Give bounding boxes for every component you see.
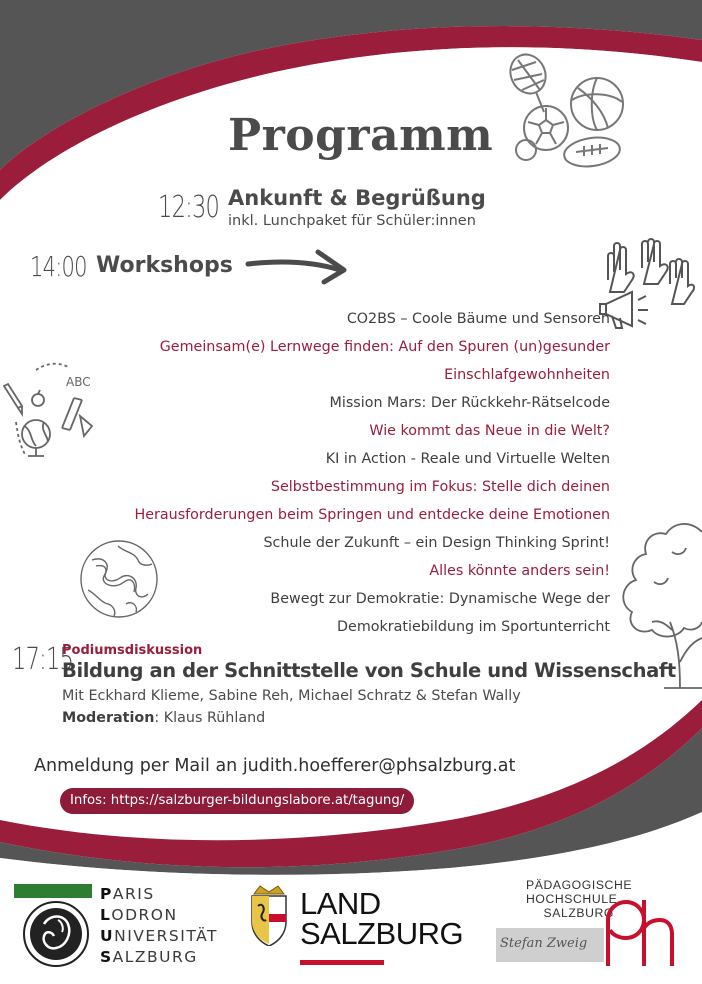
page-title: Programm xyxy=(228,110,494,161)
workshop-line: Einschlafgewohnheiten xyxy=(444,367,610,383)
podium-label: Podiumsdiskussion xyxy=(62,643,203,658)
plus-university-name xyxy=(100,884,218,968)
workshop-item xyxy=(0,557,610,585)
plus-line xyxy=(100,905,218,926)
workshop-line: KI in Action - Reale und Virtuelle Welten xyxy=(325,451,610,467)
workshop-line: Selbstbestimmung im Fokus: Stelle dich deinen xyxy=(270,479,610,495)
infos-link[interactable]: Infos: https://salzburger-bildungslabore.at/tagung/ xyxy=(60,788,414,814)
arrow-icon xyxy=(244,246,354,286)
plus-line xyxy=(100,884,218,905)
podium-title: Bildung an der Schnittstelle von Schule und Wissenschaft xyxy=(62,659,676,682)
plus-rest: ALZBURG xyxy=(112,948,198,966)
workshop-item xyxy=(0,417,610,445)
plus-university-logo xyxy=(14,884,98,968)
ph-line3: SALZBURG xyxy=(543,906,614,920)
land-salzburg-crest-icon xyxy=(248,884,290,946)
plus-line xyxy=(100,947,218,968)
arrival-time: 12:30 xyxy=(158,190,220,225)
land-line2: SALZBURG xyxy=(300,916,464,951)
workshop-line: Alles könnte anders sein! xyxy=(429,563,610,579)
workshop-line: Wie kommt das Neue in die Welt? xyxy=(369,423,610,439)
workshop-list xyxy=(0,305,610,641)
workshop-item xyxy=(0,473,610,529)
ph-line2: HOCHSCHULE xyxy=(526,892,618,906)
moderation-label: Moderation xyxy=(62,710,155,726)
workshop-line: Demokratiebildung im Sportunterricht xyxy=(337,619,610,635)
raised-hands-megaphone-icon xyxy=(598,234,698,330)
ph-line1: PÄDAGOGISCHE xyxy=(526,878,633,892)
workshop-item xyxy=(0,305,610,333)
workshops-time: 14:00 xyxy=(30,250,87,283)
plus-initial: S xyxy=(100,948,113,966)
workshop-item xyxy=(0,529,610,557)
svg-text:ABC: ABC xyxy=(66,375,91,389)
land-line1: LAND xyxy=(300,886,381,921)
workshops-title: Workshops xyxy=(96,253,233,278)
workshop-line: Mission Mars: Der Rückkehr-Rätselcode xyxy=(329,395,610,411)
plus-initial: P xyxy=(100,885,113,903)
podium-moderation xyxy=(62,710,265,726)
podium-participants: Mit Eckhard Klieme, Sabine Reh, Michael Schratz & Stefan Wally xyxy=(62,688,521,704)
workshop-item xyxy=(0,445,610,473)
plus-initial: U xyxy=(100,927,115,945)
ph-signature: Stefan Zweig xyxy=(500,936,588,951)
workshop-line: Herausforderungen beim Springen und entdecke deine Emotionen xyxy=(134,507,610,523)
ph-logo-mark-icon xyxy=(602,896,676,968)
plus-rest: ARIS xyxy=(112,885,155,903)
workshop-item xyxy=(0,389,610,417)
podium-time: 17:15 xyxy=(12,642,74,677)
workshop-item xyxy=(0,333,610,389)
arrival-title: Ankunft & Begrüßung xyxy=(228,186,486,210)
plus-line xyxy=(100,926,218,947)
workshop-line: CO2BS – Coole Bäume und Sensoren xyxy=(346,311,610,327)
arrival-subtitle: inkl. Lunchpaket für Schüler:innen xyxy=(228,213,476,229)
moderation-name: : Klaus Rühland xyxy=(154,710,266,726)
plus-initial: L xyxy=(100,906,112,924)
land-salzburg-bar xyxy=(300,960,384,965)
plus-rest: ODRON xyxy=(111,906,178,924)
workshop-line: Bewegt zur Demokratie: Dynamische Wege der xyxy=(270,591,610,607)
sports-balls-icon xyxy=(500,52,630,176)
plus-rest: NIVERSITÄT xyxy=(114,927,218,945)
registration-text[interactable]: Anmeldung per Mail an judith.hoefferer@phsalzburg.at xyxy=(34,756,516,776)
workshop-line: Schule der Zukunft – ein Design Thinking Sprint! xyxy=(263,535,610,551)
workshop-line: Gemeinsam(e) Lernwege finden: Auf den Spuren (un)gesunder xyxy=(159,339,610,355)
land-salzburg-name xyxy=(300,886,464,951)
workshop-item xyxy=(0,585,610,641)
